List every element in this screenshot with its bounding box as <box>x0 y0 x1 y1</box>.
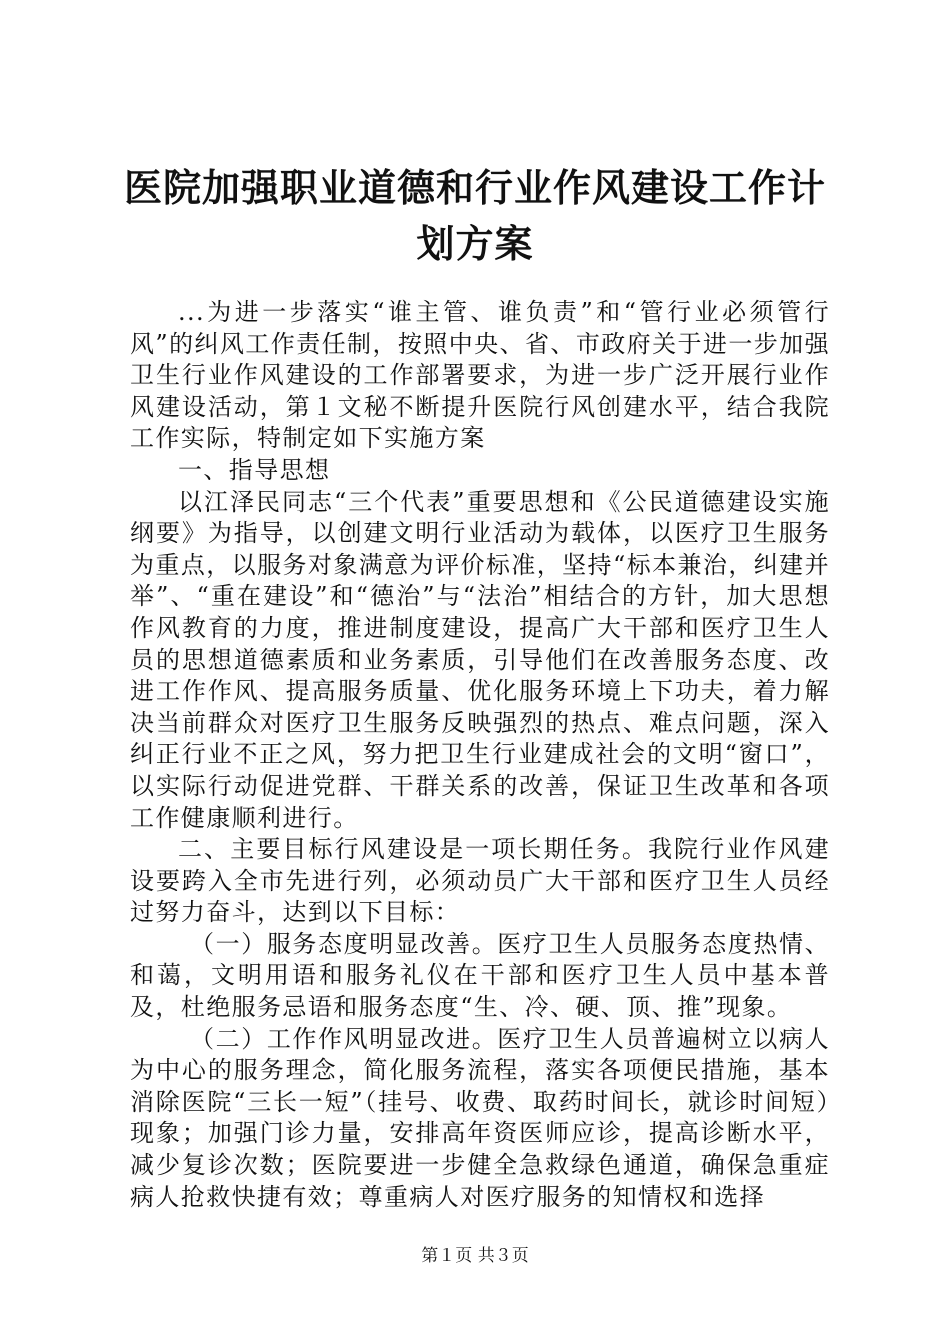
intro-paragraph: ...为进一步落实“谁主管、谁负责”和“管行业必须管行风”的纠风工作责任制，按照中央、省、市政府关于进一步加强卫生行业作风建设的工作部署要求，为进一步广泛开展行业作风建设活动，第１文秘不断提升医院行风创建水平，结合我院工作实际，特制定如下实施方案 <box>130 298 830 453</box>
section-heading-guiding-ideology: 一、指导思想 <box>178 455 331 484</box>
page-number-footer: 第１页 共３页 <box>421 1246 529 1266</box>
document-title: 医院加强职业道德和行业作风建设工作计划方案 <box>123 165 826 266</box>
guiding-ideology-paragraph: 以江泽民同志“三个代表”重要思想和《公民道德建设实施纲要》为指导，以创建文明行业活动为载体，以医疗卫生服务为重点，以服务对象满意为评价标准，坚持“标本兼治，纠建并举”、“重在建设”和“德治”与“法治”相结合的方针，加大思想作风教育的力度，推进制度建设，提高广大干部和医疗卫生人员的思想道德素质和业务素质，引导他们在改善服务态度、改进工作作风、提高服务质量、优化服务环境上下功夫，着力解决当前群众对医疗卫生服务反映强烈的热点、难点问题，深入纠正行业不正之风，努力把卫生行业建成社会的文明“窗口”，以实际行动促进党群、干群关系的改善，保证卫生改革和各项工作健康顺利进行。 <box>130 487 830 832</box>
main-goals-paragraph: 二、主要目标行风建设是一项长期任务。我院行业作风建设要跨入全市先进行列，必须动员广大干部和医疗卫生人员经过努力奋斗，达到以下目标： <box>130 835 830 927</box>
document-body <box>130 297 830 1213</box>
goal-item-service-attitude: （一）服务态度明显改善。医疗卫生人员服务态度热情、和蔼，文明用语和服务礼仪在干部和医疗卫生人员中基本普及，杜绝服务忌语和服务态度“生、冷、硬、顶、推”现象。 <box>130 929 830 1022</box>
goal-item-work-style: （二）工作作风明显改进。医疗卫生人员普遍树立以病人为中心的服务理念，简化服务流程，落实各项便民措施，基本消除医院“三长一短”（挂号、收费、取药时间长，就诊时间短）现象；加强门诊力量，安排高年资医师应诊，提高诊断水平，减少复诊次数；医院要进一步健全急救绿色通道，确保急重症病人抢救快捷有效；尊重病人对医疗服务的知情权和选择 <box>130 1024 830 1211</box>
